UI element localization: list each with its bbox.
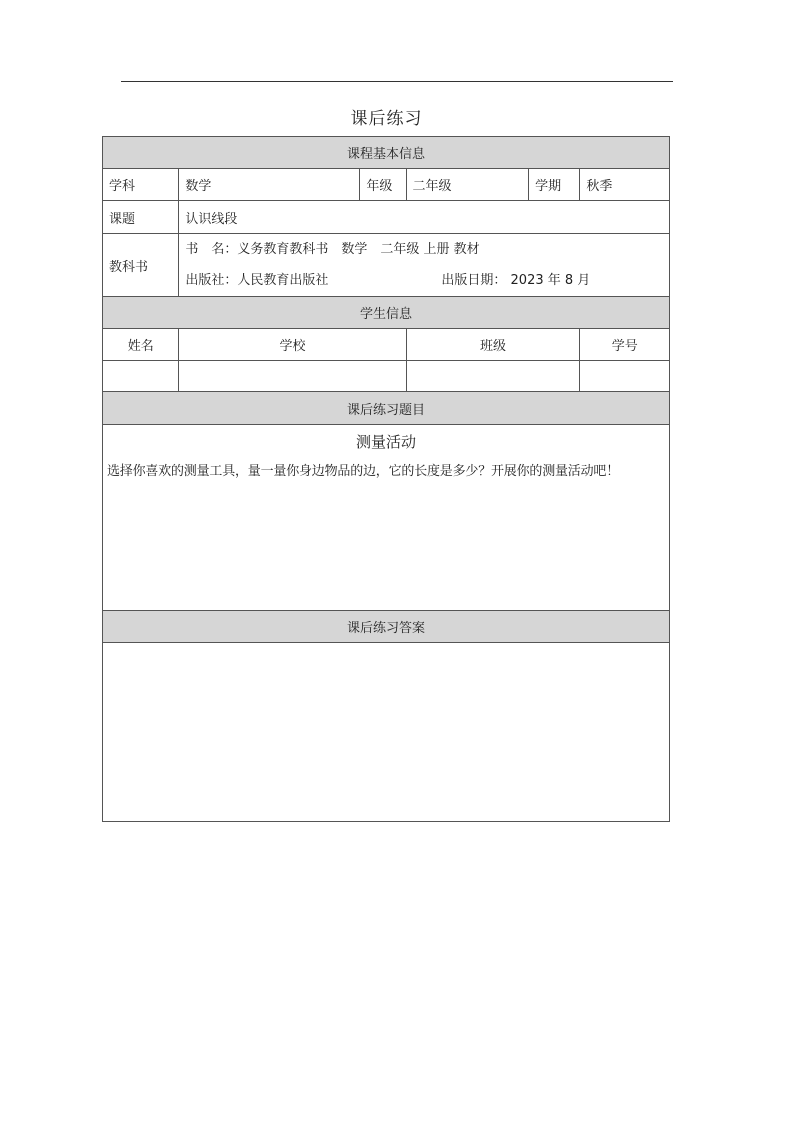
class-input-cell[interactable] bbox=[406, 361, 580, 392]
document-title: 课后练习 bbox=[350, 109, 423, 129]
student-id-input-cell[interactable] bbox=[580, 361, 670, 392]
column-class: 班级 bbox=[406, 329, 580, 361]
exercise-text: 选择你喜欢的测量工具，量一量你身边物品的边，它的长度是多少？开展你的测量活动吧！ bbox=[107, 464, 620, 479]
exercise-header: 课后练习题目 bbox=[103, 392, 670, 425]
publisher-line bbox=[185, 265, 663, 296]
top-rule bbox=[121, 81, 673, 82]
column-student-id: 学号 bbox=[580, 329, 670, 361]
publisher: 出版社：人民教育出版社 bbox=[185, 273, 329, 288]
topic-value: 认识线段 bbox=[179, 201, 670, 234]
course-info-header: 课程基本信息 bbox=[103, 137, 670, 169]
name-input-cell[interactable] bbox=[103, 361, 179, 392]
textbook-name: 书 名：义务教育教科书 数学 二年级 上册 教材 bbox=[185, 242, 480, 257]
textbook-label: 教科书 bbox=[103, 234, 179, 297]
subject-value: 数学 bbox=[179, 169, 360, 201]
student-info-header: 学生信息 bbox=[103, 297, 670, 329]
school-input-cell[interactable] bbox=[179, 361, 406, 392]
term-value: 秋季 bbox=[580, 169, 670, 201]
exercise-sheet-table bbox=[102, 136, 670, 822]
publish-date: 出版日期： 2023 年 8 月 bbox=[441, 273, 591, 288]
term-label: 学期 bbox=[529, 169, 580, 201]
exercise-body bbox=[103, 425, 670, 611]
topic-label: 课题 bbox=[103, 201, 179, 234]
answer-area[interactable] bbox=[103, 643, 670, 822]
grade-value: 二年级 bbox=[406, 169, 529, 201]
answer-header: 课后练习答案 bbox=[103, 611, 670, 643]
textbook-details bbox=[179, 234, 670, 297]
exercise-title: 测量活动 bbox=[355, 433, 416, 451]
column-name: 姓名 bbox=[103, 329, 179, 361]
grade-label: 年级 bbox=[360, 169, 406, 201]
column-school: 学校 bbox=[179, 329, 406, 361]
subject-label: 学科 bbox=[103, 169, 179, 201]
